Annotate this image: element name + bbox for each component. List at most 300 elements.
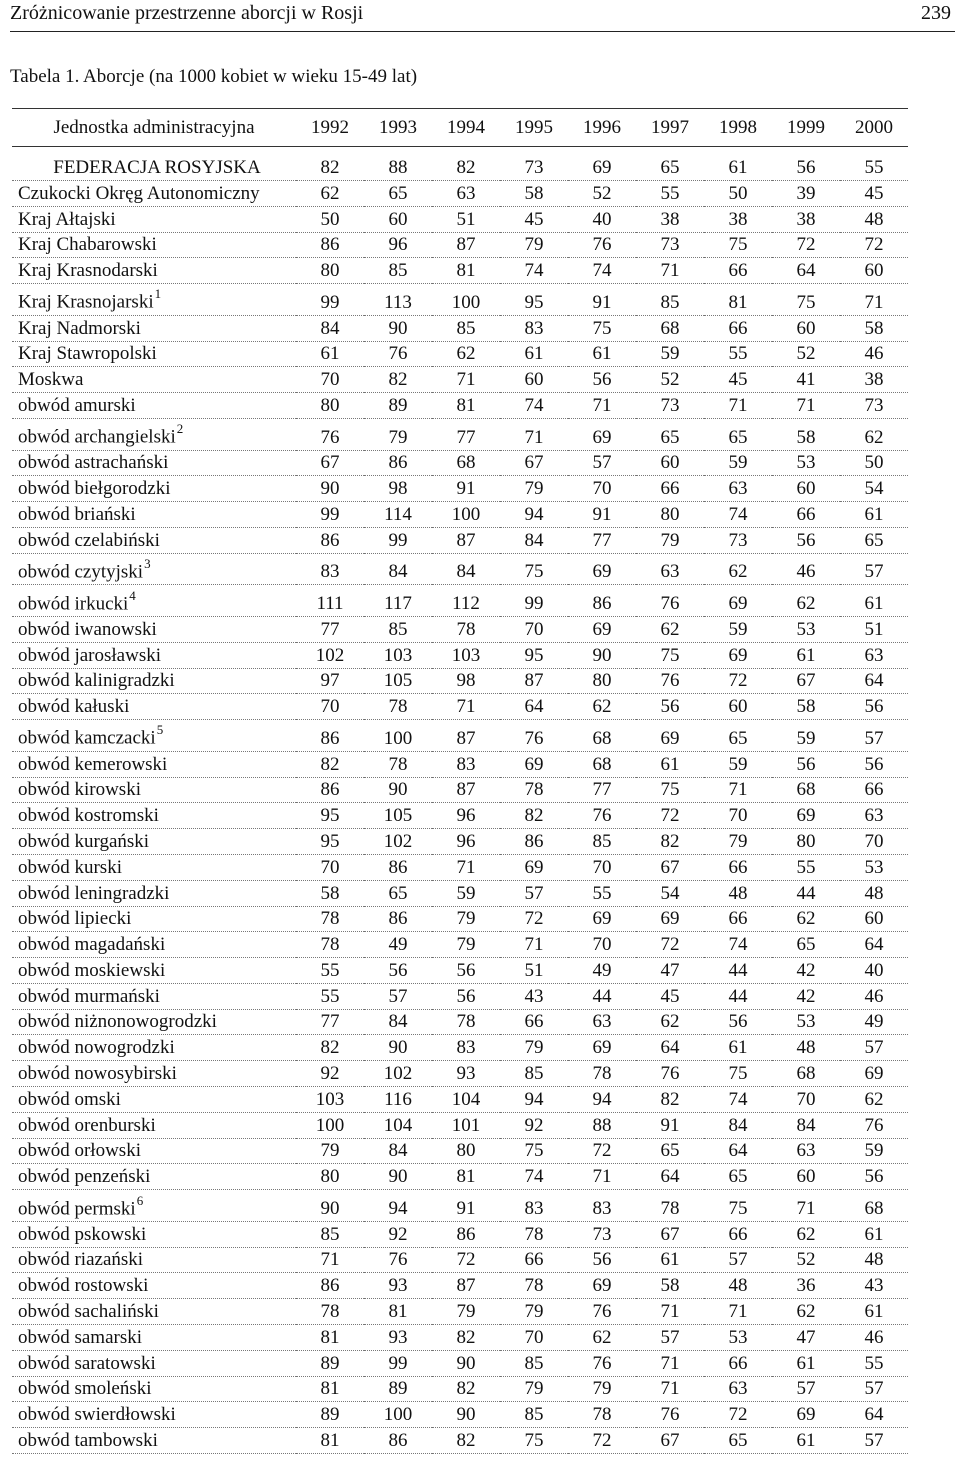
value-cell: 65 (364, 181, 432, 207)
value-cell: 68 (568, 720, 636, 752)
value-cell: 57 (840, 553, 908, 585)
value-cell: 87 (500, 668, 568, 694)
table-row (12, 906, 908, 932)
value-cell: 87 (432, 1273, 500, 1299)
value-cell: 86 (296, 527, 364, 553)
value-cell: 42 (772, 983, 840, 1009)
value-cell: 82 (432, 147, 500, 181)
value-cell: 98 (432, 668, 500, 694)
value-cell: 84 (500, 527, 568, 553)
value-cell: 103 (296, 1087, 364, 1113)
value-cell: 72 (432, 1247, 500, 1273)
value-cell: 76 (840, 1112, 908, 1138)
value-cell: 61 (500, 341, 568, 367)
value-cell: 85 (296, 1221, 364, 1247)
value-cell: 84 (364, 553, 432, 585)
table-caption: Tabela 1. Aborcje (na 1000 kobiet w wieku 15-49 lat) (10, 66, 418, 87)
unit-name-cell (12, 341, 296, 367)
footnote-marker: 5 (156, 722, 164, 738)
table-row (12, 854, 908, 880)
value-cell: 76 (568, 1350, 636, 1376)
value-cell: 71 (432, 367, 500, 393)
value-cell: 59 (704, 616, 772, 642)
value-cell: 80 (296, 258, 364, 284)
value-cell: 80 (772, 829, 840, 855)
value-cell: 101 (432, 1112, 500, 1138)
value-cell: 82 (296, 147, 364, 181)
table-row (12, 1035, 908, 1061)
value-cell: 84 (364, 1138, 432, 1164)
table-row (12, 1009, 908, 1035)
unit-name: obwód kirowski (18, 779, 141, 801)
value-cell: 83 (432, 1035, 500, 1061)
value-cell: 57 (568, 450, 636, 476)
unit-name-cell (12, 502, 296, 528)
unit-name-cell (12, 803, 296, 829)
value-cell: 117 (364, 585, 432, 617)
value-cell: 79 (432, 906, 500, 932)
value-cell: 59 (704, 450, 772, 476)
value-cell: 95 (500, 284, 568, 316)
value-cell: 57 (840, 1428, 908, 1454)
value-cell: 60 (364, 206, 432, 232)
unit-name: obwód irkucki (18, 592, 129, 614)
value-cell: 57 (500, 880, 568, 906)
value-cell: 49 (840, 1009, 908, 1035)
value-cell: 74 (500, 258, 568, 284)
value-cell: 50 (704, 181, 772, 207)
value-cell: 60 (636, 450, 704, 476)
value-cell: 72 (636, 803, 704, 829)
value-cell: 67 (772, 668, 840, 694)
table-row (12, 1350, 908, 1376)
value-cell: 56 (840, 694, 908, 720)
value-cell: 83 (500, 1190, 568, 1222)
table-row (12, 720, 908, 752)
value-cell: 79 (432, 1299, 500, 1325)
value-cell: 72 (636, 932, 704, 958)
value-cell: 61 (840, 502, 908, 528)
value-cell: 71 (296, 1247, 364, 1273)
value-cell: 116 (364, 1087, 432, 1113)
value-cell: 83 (432, 751, 500, 777)
value-cell: 71 (704, 1299, 772, 1325)
value-cell: 57 (840, 1376, 908, 1402)
value-cell: 55 (840, 147, 908, 181)
value-cell: 44 (704, 983, 772, 1009)
unit-name: obwód czytyjski (18, 561, 144, 583)
table-row (12, 829, 908, 855)
value-cell: 48 (840, 206, 908, 232)
value-cell: 65 (704, 1164, 772, 1190)
table-row (12, 418, 908, 450)
value-cell: 59 (636, 341, 704, 367)
table-row (12, 258, 908, 284)
unit-name: obwód niżnonowogrodzki (18, 1011, 217, 1033)
value-cell: 38 (636, 206, 704, 232)
value-cell: 89 (296, 1402, 364, 1428)
value-cell: 71 (704, 393, 772, 419)
value-cell: 59 (704, 751, 772, 777)
value-cell: 69 (568, 418, 636, 450)
unit-name-cell (12, 1112, 296, 1138)
value-cell: 70 (568, 476, 636, 502)
value-cell: 82 (432, 1325, 500, 1351)
value-cell: 66 (704, 854, 772, 880)
unit-name-cell (12, 147, 296, 181)
unit-name: obwód leningradzki (18, 882, 170, 904)
value-cell: 99 (500, 585, 568, 617)
value-cell: 87 (432, 777, 500, 803)
value-cell: 60 (840, 258, 908, 284)
value-cell: 65 (772, 932, 840, 958)
unit-name: obwód rostowski (18, 1275, 149, 1297)
value-cell: 78 (500, 1273, 568, 1299)
value-cell: 65 (636, 1138, 704, 1164)
value-cell: 59 (840, 1138, 908, 1164)
value-cell: 77 (568, 777, 636, 803)
value-cell: 72 (704, 1402, 772, 1428)
value-cell: 100 (432, 502, 500, 528)
value-cell: 90 (432, 1350, 500, 1376)
table-row (12, 1190, 908, 1222)
table-row (12, 1376, 908, 1402)
value-cell: 81 (432, 393, 500, 419)
value-cell: 56 (772, 527, 840, 553)
value-cell: 44 (704, 958, 772, 984)
value-cell: 64 (772, 258, 840, 284)
value-cell: 61 (568, 341, 636, 367)
value-cell: 69 (704, 585, 772, 617)
value-cell: 70 (500, 1325, 568, 1351)
unit-name: obwód biełgorodzki (18, 478, 171, 500)
value-cell: 86 (296, 1273, 364, 1299)
table-row (12, 284, 908, 316)
value-cell: 76 (296, 418, 364, 450)
unit-name-cell (12, 284, 296, 316)
value-cell: 100 (432, 284, 500, 316)
value-cell: 93 (364, 1325, 432, 1351)
value-cell: 48 (840, 880, 908, 906)
table-row (12, 1164, 908, 1190)
value-cell: 105 (364, 668, 432, 694)
value-cell: 50 (296, 206, 364, 232)
table-row (12, 1402, 908, 1428)
value-cell: 66 (500, 1009, 568, 1035)
table-row (12, 232, 908, 258)
value-cell: 58 (772, 694, 840, 720)
value-cell: 67 (500, 450, 568, 476)
unit-name: obwód kurgański (18, 830, 150, 852)
value-cell: 61 (772, 1350, 840, 1376)
value-cell: 81 (296, 1428, 364, 1454)
value-cell: 94 (364, 1190, 432, 1222)
value-cell: 74 (568, 258, 636, 284)
unit-name-cell (12, 854, 296, 880)
value-cell: 95 (296, 803, 364, 829)
value-cell: 66 (772, 502, 840, 528)
value-cell: 75 (704, 1190, 772, 1222)
table-row (12, 642, 908, 668)
value-cell: 82 (432, 1428, 500, 1454)
unit-name: obwód nowogrodzki (18, 1037, 175, 1059)
value-cell: 76 (636, 1061, 704, 1087)
value-cell: 48 (840, 1247, 908, 1273)
value-cell: 62 (772, 1221, 840, 1247)
value-cell: 55 (704, 341, 772, 367)
value-cell: 91 (568, 502, 636, 528)
value-cell: 62 (772, 585, 840, 617)
value-cell: 97 (296, 668, 364, 694)
value-cell: 69 (568, 1035, 636, 1061)
value-cell: 45 (840, 181, 908, 207)
unit-name: obwód orenburski (18, 1114, 156, 1136)
unit-name: obwód moskiewski (18, 959, 166, 981)
value-cell: 66 (704, 315, 772, 341)
table-body (12, 147, 908, 1454)
unit-name-cell (12, 181, 296, 207)
value-cell: 56 (432, 958, 500, 984)
footnote-marker: 3 (144, 556, 151, 572)
value-cell: 61 (296, 341, 364, 367)
value-cell: 52 (568, 181, 636, 207)
table-row (12, 880, 908, 906)
value-cell: 53 (772, 1009, 840, 1035)
unit-name: obwód briański (18, 503, 136, 525)
value-cell: 79 (636, 527, 704, 553)
unit-name-cell (12, 880, 296, 906)
value-cell: 57 (704, 1247, 772, 1273)
value-cell: 45 (704, 367, 772, 393)
value-cell: 44 (568, 983, 636, 1009)
value-cell: 62 (636, 616, 704, 642)
unit-name-cell (12, 694, 296, 720)
value-cell: 86 (568, 585, 636, 617)
value-cell: 62 (296, 181, 364, 207)
value-cell: 72 (772, 232, 840, 258)
unit-name: obwód kalinigradzki (18, 670, 175, 692)
value-cell: 71 (772, 1190, 840, 1222)
value-cell: 49 (364, 932, 432, 958)
table-row (12, 803, 908, 829)
value-cell: 63 (704, 476, 772, 502)
value-cell: 73 (636, 232, 704, 258)
value-cell: 58 (500, 181, 568, 207)
value-cell: 78 (432, 1009, 500, 1035)
page-number: 239 (921, 2, 951, 24)
value-cell: 85 (568, 829, 636, 855)
value-cell: 66 (704, 1350, 772, 1376)
unit-name-cell (12, 1087, 296, 1113)
value-cell: 77 (296, 616, 364, 642)
value-cell: 62 (772, 906, 840, 932)
value-cell: 56 (364, 958, 432, 984)
value-cell: 75 (500, 1428, 568, 1454)
value-cell: 62 (840, 418, 908, 450)
unit-name-cell (12, 1299, 296, 1325)
unit-name-cell (12, 642, 296, 668)
value-cell: 61 (840, 585, 908, 617)
value-cell: 82 (296, 751, 364, 777)
value-cell: 52 (636, 367, 704, 393)
value-cell: 70 (772, 1087, 840, 1113)
value-cell: 87 (432, 232, 500, 258)
unit-name: obwód murmański (18, 985, 160, 1007)
value-cell: 85 (636, 284, 704, 316)
value-cell: 74 (704, 932, 772, 958)
value-cell: 86 (364, 450, 432, 476)
unit-name-cell (12, 1428, 296, 1454)
unit-name-cell (12, 616, 296, 642)
unit-name: obwód lipiecki (18, 908, 132, 930)
value-cell: 60 (704, 694, 772, 720)
unit-name-cell (12, 206, 296, 232)
value-cell: 93 (364, 1273, 432, 1299)
value-cell: 51 (500, 958, 568, 984)
value-cell: 56 (840, 751, 908, 777)
value-cell: 81 (296, 1325, 364, 1351)
value-cell: 72 (500, 906, 568, 932)
value-cell: 79 (500, 232, 568, 258)
unit-name: obwód nowosybirski (18, 1063, 177, 1085)
value-cell: 47 (636, 958, 704, 984)
value-cell: 77 (296, 1009, 364, 1035)
value-cell: 61 (636, 751, 704, 777)
value-cell: 92 (364, 1221, 432, 1247)
value-cell: 61 (636, 1247, 704, 1273)
value-cell: 69 (636, 720, 704, 752)
value-cell: 78 (568, 1061, 636, 1087)
value-cell: 82 (636, 829, 704, 855)
unit-name: Kraj Chabarowski (18, 234, 157, 256)
table-row (12, 502, 908, 528)
value-cell: 71 (636, 1350, 704, 1376)
unit-name-cell (12, 418, 296, 450)
value-cell: 59 (432, 880, 500, 906)
value-cell: 99 (364, 1350, 432, 1376)
value-cell: 79 (296, 1138, 364, 1164)
unit-name-cell (12, 527, 296, 553)
value-cell: 81 (296, 1376, 364, 1402)
value-cell: 90 (364, 315, 432, 341)
value-cell: 75 (704, 232, 772, 258)
value-cell: 65 (636, 418, 704, 450)
value-cell: 111 (296, 585, 364, 617)
value-cell: 90 (568, 642, 636, 668)
value-cell: 71 (432, 854, 500, 880)
value-cell: 79 (364, 418, 432, 450)
value-cell: 38 (704, 206, 772, 232)
value-cell: 46 (840, 983, 908, 1009)
table-row (12, 1221, 908, 1247)
unit-name: Kraj Krasnojarski (18, 291, 154, 313)
value-cell: 78 (364, 751, 432, 777)
value-cell: 86 (432, 1221, 500, 1247)
table-row (12, 341, 908, 367)
footnote-marker: 1 (154, 286, 162, 302)
unit-name-cell (12, 585, 296, 617)
value-cell: 103 (432, 642, 500, 668)
table-row (12, 1247, 908, 1273)
value-cell: 61 (704, 1035, 772, 1061)
value-cell: 76 (636, 585, 704, 617)
page-header (10, 0, 955, 32)
value-cell: 69 (704, 642, 772, 668)
value-cell: 65 (636, 147, 704, 181)
value-cell: 99 (296, 284, 364, 316)
value-cell: 65 (704, 1428, 772, 1454)
column-header-year: 1995 (500, 109, 568, 147)
value-cell: 63 (432, 181, 500, 207)
value-cell: 56 (840, 1164, 908, 1190)
column-header-year: 1996 (568, 109, 636, 147)
value-cell: 63 (636, 553, 704, 585)
value-cell: 64 (636, 1164, 704, 1190)
value-cell: 103 (364, 642, 432, 668)
value-cell: 61 (772, 1428, 840, 1454)
value-cell: 96 (432, 829, 500, 855)
table-row (12, 315, 908, 341)
table-row (12, 476, 908, 502)
value-cell: 78 (636, 1190, 704, 1222)
value-cell: 71 (636, 1376, 704, 1402)
value-cell: 69 (568, 906, 636, 932)
table-row (12, 1299, 908, 1325)
column-header-year: 1997 (636, 109, 704, 147)
value-cell: 63 (772, 1138, 840, 1164)
value-cell: 67 (296, 450, 364, 476)
value-cell: 55 (772, 854, 840, 880)
value-cell: 78 (568, 1402, 636, 1428)
unit-name-cell (12, 1350, 296, 1376)
value-cell: 76 (636, 668, 704, 694)
value-cell: 74 (500, 1164, 568, 1190)
unit-name: obwód kostromski (18, 805, 159, 827)
value-cell: 81 (704, 284, 772, 316)
value-cell: 96 (364, 232, 432, 258)
value-cell: 99 (296, 502, 364, 528)
value-cell: 77 (432, 418, 500, 450)
column-header-year: 1999 (772, 109, 840, 147)
value-cell: 62 (568, 1325, 636, 1351)
unit-name: obwód penzeński (18, 1166, 151, 1188)
value-cell: 57 (840, 720, 908, 752)
value-cell: 84 (296, 315, 364, 341)
value-cell: 54 (840, 476, 908, 502)
unit-name-cell (12, 1164, 296, 1190)
table-row (12, 527, 908, 553)
value-cell: 95 (296, 829, 364, 855)
unit-name: obwód kałuski (18, 696, 130, 718)
value-cell: 38 (772, 206, 840, 232)
value-cell: 78 (296, 932, 364, 958)
value-cell: 67 (636, 1221, 704, 1247)
value-cell: 62 (568, 694, 636, 720)
value-cell: 86 (500, 829, 568, 855)
value-cell: 71 (432, 694, 500, 720)
value-cell: 55 (296, 958, 364, 984)
table-header-row (12, 109, 908, 147)
value-cell: 60 (772, 1164, 840, 1190)
value-cell: 80 (568, 668, 636, 694)
value-cell: 84 (704, 1112, 772, 1138)
unit-name: obwód samarski (18, 1326, 143, 1348)
value-cell: 91 (568, 284, 636, 316)
value-cell: 91 (432, 476, 500, 502)
table-row (12, 450, 908, 476)
unit-name-cell (12, 315, 296, 341)
value-cell: 43 (840, 1273, 908, 1299)
